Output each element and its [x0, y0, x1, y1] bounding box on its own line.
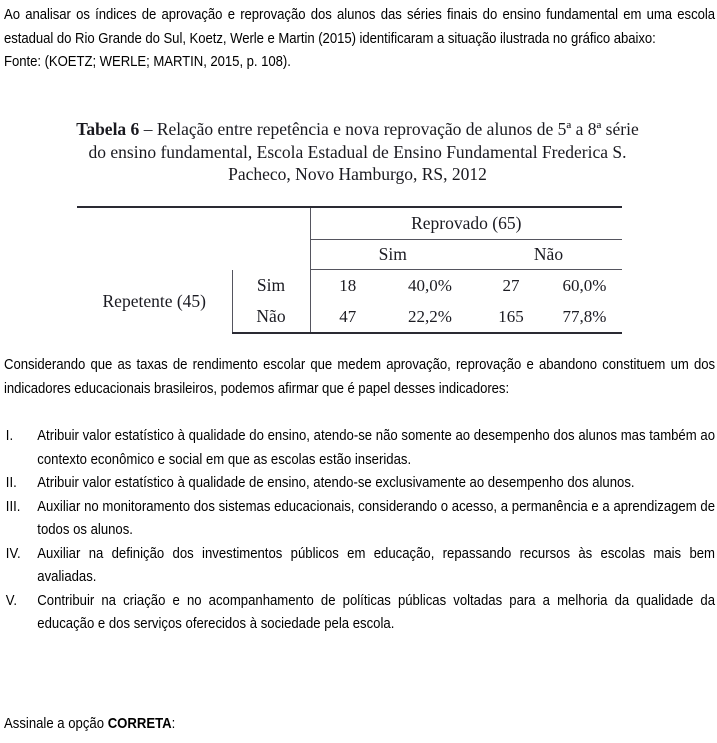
- header-col-nao: Não: [475, 240, 622, 270]
- table-header-row-group: [77, 207, 622, 240]
- stats-table: [77, 206, 622, 334]
- cell-sim-sim-pct: 40,0%: [408, 275, 452, 295]
- closing-emphasis: CORRETA: [107, 716, 172, 732]
- stats-table-container: [77, 206, 622, 334]
- closing-suffix: :: [171, 716, 176, 732]
- list-item-text: Auxiliar no monitoramento dos sistemas educacionais, considerando o acesso, a permanência e a aprendizagem de todos os alunos.: [37, 498, 716, 538]
- list-item-numeral: III.: [5, 498, 21, 515]
- list-item-text: Auxiliar na definição dos investimentos públicos em educação, repassando recursos às escolas mais bem avaliadas.: [37, 545, 716, 585]
- table-header-row-cols: [77, 240, 622, 270]
- closing-prefix: Assinale a opção: [4, 716, 108, 732]
- cell-nao-sim-n: 47: [310, 301, 385, 333]
- source-line: Fonte: (KOETZ; WERLE; MARTIN, 2015, p. 108).: [4, 54, 291, 70]
- list-item-numeral: IV.: [5, 545, 21, 562]
- statements-list: [4, 425, 715, 637]
- after-table-paragraph: Considerando que as taxas de rendimento escolar que medem aprovação, reprovação e abandono constituem um dos indicadores educacionais brasileiros, podemos afirmar que é papel desses indicadores:: [4, 357, 715, 397]
- list-item-text: Contribuir na criação e no acompanhamento de políticas públicas voltadas para a melhoria da qualidade da educação e dos serviços oferecidos à sociedade pela escola.: [37, 592, 716, 632]
- cell-nao-nao-n: 165: [475, 301, 547, 333]
- list-item-numeral: I.: [5, 428, 14, 444]
- list-item: [4, 425, 715, 472]
- table-caption-rest: – Relação entre repetência e nova reprovação de alunos de 5ª a 8ª série do ensino fundamental, Escola Estadual de Ensino Fundamental Frederica S. Pacheco, Novo Hamburgo, RS, 2012: [88, 119, 639, 184]
- list-item: [4, 472, 715, 496]
- cell-sim-nao-n: 27: [502, 275, 520, 295]
- cell-sim-sim-n: 18: [310, 270, 385, 302]
- corner-cell-blank-4: [232, 240, 310, 270]
- list-item: [4, 496, 715, 543]
- header-row-group-repetente: Repetente (45): [102, 290, 206, 311]
- cell-nao-sim-pct: 22,2%: [385, 301, 475, 333]
- after-table-block: [4, 354, 715, 401]
- table-row: [77, 270, 622, 302]
- row-label-sim: Sim: [232, 270, 310, 302]
- list-item-text: Atribuir valor estatístico à qualidade de ensino, atendo-se exclusivamente ao desempenho dos alunos.: [37, 475, 635, 491]
- corner-cell-blank-2: [232, 207, 310, 240]
- list-item-numeral: II.: [5, 475, 17, 491]
- header-reprovado: Reprovado (65): [310, 207, 622, 240]
- intro-block: [4, 4, 715, 75]
- closing-instruction: [4, 713, 715, 737]
- header-col-sim: Sim: [310, 240, 475, 270]
- cell-nao-nao-pct: 77,8%: [547, 301, 622, 333]
- table-caption: [75, 118, 640, 186]
- list-item: [4, 590, 715, 637]
- row-label-nao: Não: [232, 301, 310, 333]
- corner-cell-blank-3: [77, 240, 232, 270]
- corner-cell-blank: [77, 207, 232, 240]
- intro-paragraph: Ao analisar os índices de aprovação e reprovação dos alunos das séries finais do ensino fundamental em uma escola estadual do Rio Grande do Sul, Koetz, Werle e Martin (2015) identificaram a situação ilustrada no gráfico abaixo:: [4, 7, 715, 47]
- list-item-numeral: V.: [5, 592, 18, 609]
- cell-sim-nao-pct: 60,0%: [562, 275, 607, 295]
- list-item: [4, 543, 715, 590]
- table-caption-label: Tabela 6: [76, 119, 140, 139]
- list-item-text: Atribuir valor estatístico à qualidade do ensino, atendo-se não somente ao desempenho dos alunos mas também ao contexto econômico e social em que as escolas estão inseridas.: [37, 428, 716, 468]
